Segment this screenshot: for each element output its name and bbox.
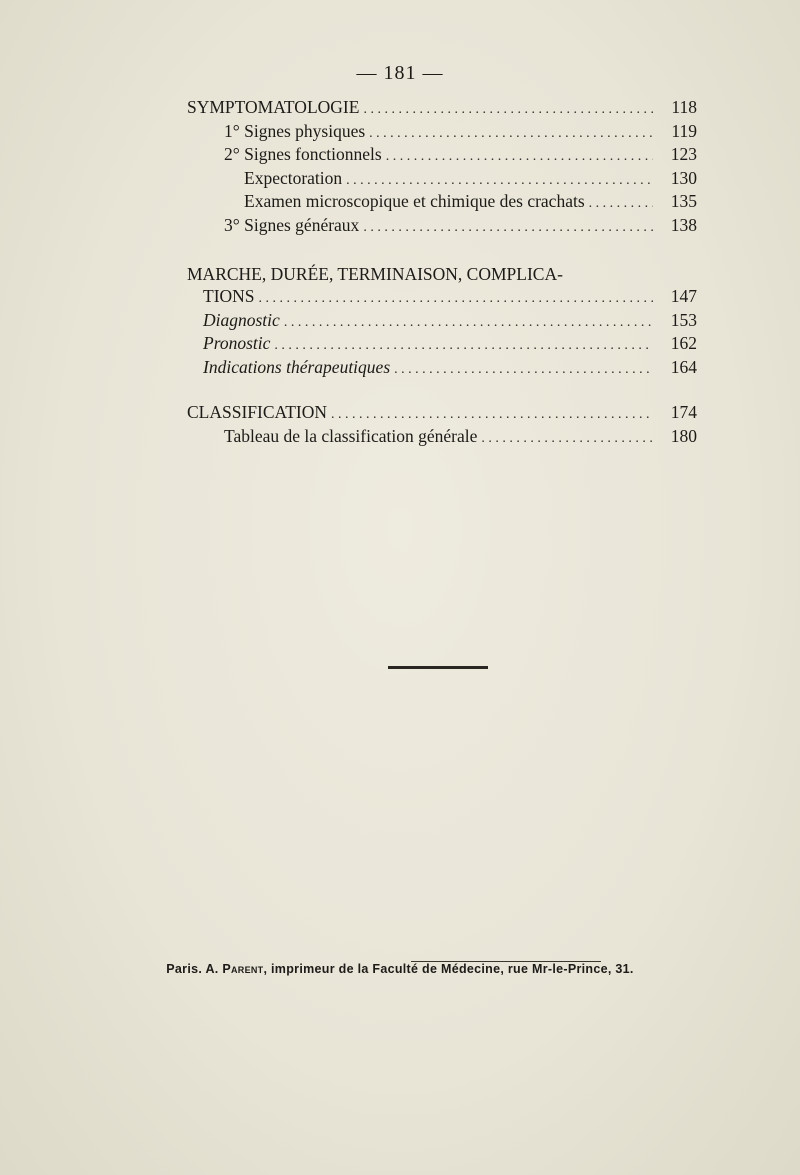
imprint-suffix: , imprimeur de la Faculté de Médecine, rue Mr-le-Prince, 31. — [263, 962, 634, 976]
leader-dots — [284, 311, 653, 335]
toc-entry-page: 147 — [670, 286, 697, 306]
toc-entry-page: 164 — [670, 356, 697, 377]
toc-entry — [187, 120, 697, 144]
toc-entry-label: Tableau de la classification générale — [224, 425, 478, 446]
toc-entry-label: Diagnostic — [203, 309, 280, 330]
toc-entry-page: 153 — [670, 309, 697, 330]
imprint-printer: Parent — [222, 962, 264, 976]
toc-entry-label: Pronostic — [203, 333, 271, 353]
section-heading: MARCHE, DURÉE, TERMINAISON, COMPLICA- — [187, 264, 563, 284]
toc-entry — [187, 309, 697, 333]
toc-entry — [187, 332, 697, 356]
table-of-contents — [187, 96, 697, 448]
toc-entry-label: CLASSIFICATION — [187, 402, 328, 422]
leader-dots — [363, 216, 653, 240]
ornamental-rule — [388, 666, 488, 669]
toc-entry — [187, 425, 697, 449]
leader-dots — [331, 403, 653, 427]
toc-entry-label: Examen microscopique et chimique des crachats — [244, 191, 585, 211]
toc-entry — [187, 401, 697, 425]
toc-entry-page: 119 — [671, 120, 697, 141]
leader-dots — [259, 287, 653, 311]
printer-imprint — [0, 962, 800, 976]
page-number: — 181 — — [356, 62, 444, 84]
toc-entry-label: 3° Signes généraux — [224, 214, 360, 235]
leader-dots — [274, 334, 653, 358]
toc-entry — [187, 143, 697, 167]
toc-entry — [187, 190, 697, 214]
leader-dots — [346, 169, 653, 193]
toc-entry-label: SYMPTOMATOLOGIE — [187, 97, 360, 117]
leader-dots — [481, 427, 653, 451]
toc-entry-page: 123 — [670, 144, 697, 164]
toc-entry-page: 174 — [670, 402, 697, 422]
leader-dots — [386, 145, 653, 169]
toc-entry-page: 118 — [671, 97, 697, 117]
leader-dots — [369, 122, 653, 146]
toc-entry-label: 2° Signes fonctionnels — [224, 144, 382, 164]
leader-dots — [394, 358, 653, 382]
toc-entry-page: 138 — [670, 214, 697, 235]
toc-entry-page: 180 — [670, 425, 697, 446]
toc-entry — [187, 167, 697, 191]
imprint-prefix: Paris. A. — [166, 962, 223, 976]
toc-entry-label: 1° Signes physiques — [224, 120, 366, 141]
toc-entry — [187, 356, 697, 380]
toc-entry-page: 162 — [670, 333, 697, 353]
toc-entry-page: 135 — [670, 191, 697, 211]
toc-entry-label: TIONS — [203, 286, 255, 306]
toc-entry-page: 130 — [670, 167, 697, 188]
leader-dots — [363, 98, 653, 122]
leader-dots — [589, 192, 653, 216]
toc-entry — [187, 285, 697, 309]
toc-entry-label: Expectoration — [244, 167, 343, 188]
toc-entry — [187, 214, 697, 238]
toc-entry-label: Indications thérapeutiques — [203, 356, 391, 377]
toc-entry — [187, 96, 697, 120]
